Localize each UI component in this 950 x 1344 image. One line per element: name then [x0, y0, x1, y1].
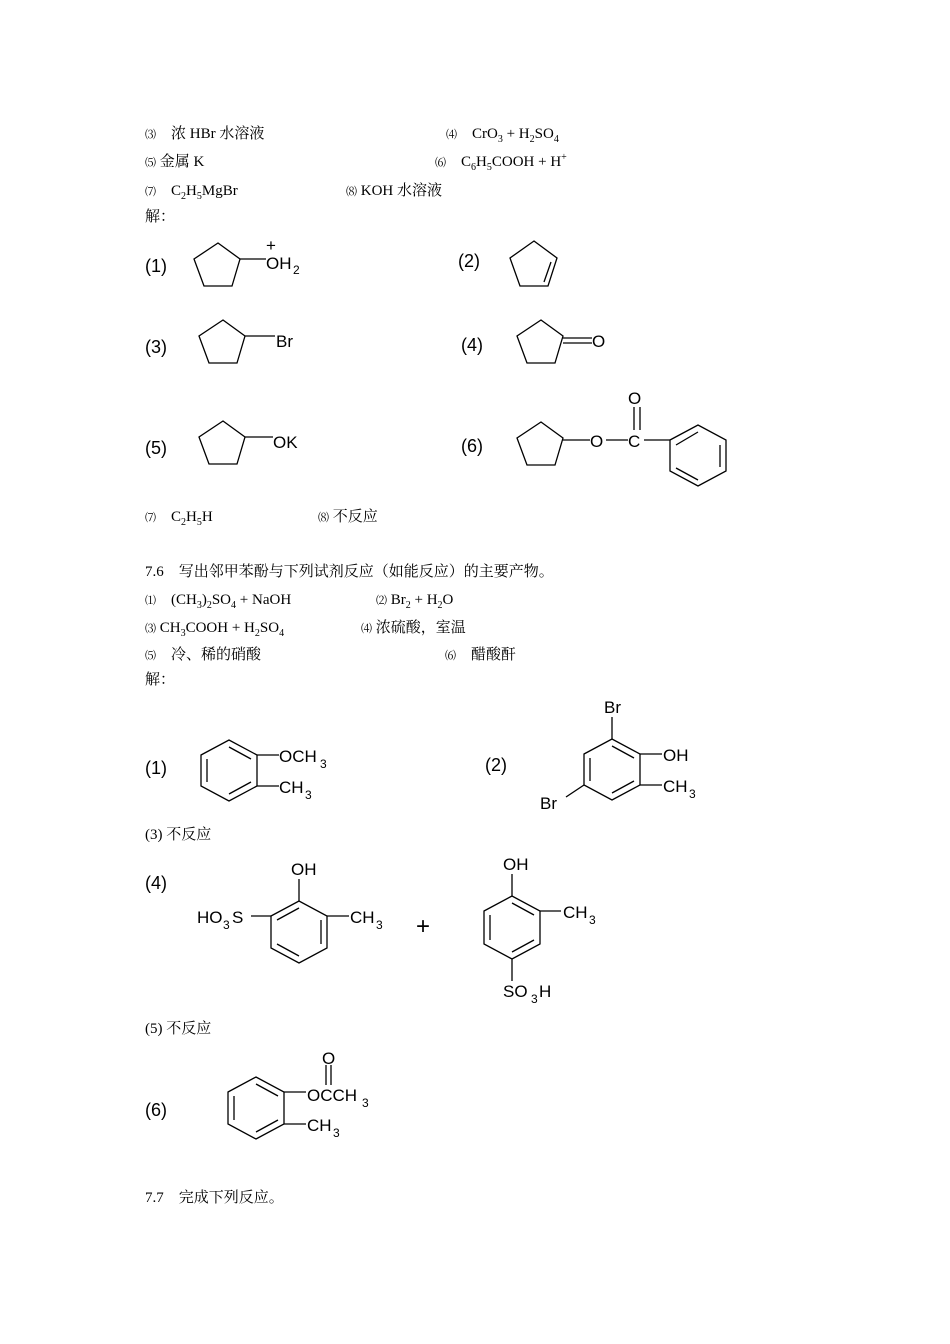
group-ch3: CH: [307, 1116, 332, 1135]
svg-text:3: 3: [223, 918, 230, 932]
structure-cyclopentanone: [508, 312, 618, 377]
group-och3: OCH: [279, 747, 317, 766]
structure-cyclopentyl-oxonium: [185, 235, 325, 300]
atom-ok: OK: [273, 433, 298, 452]
atom-carbonyl-o: O: [322, 1049, 336, 1068]
answer-7-6-label-6: (6): [145, 1100, 167, 1120]
group-so3h: HO: [197, 908, 223, 927]
reagent-7-6-2: ⑵ $Br_2 + H_2O$: [376, 592, 454, 611]
answer-7-6-3: (3) 不反应: [145, 827, 212, 843]
group-ch3: CH: [279, 778, 304, 797]
structure-2-methylanisole: [195, 730, 345, 810]
structure-o-cresyl-acetate: [222, 1045, 392, 1150]
reagent-7: ⑺ $C_2H_5MgBr$: [145, 183, 238, 202]
structure-potassium-cyclopentoxide: [190, 413, 310, 478]
structure-cyclopentyl-benzoate: [508, 385, 738, 495]
structure-dibromo-methylphenol: [538, 697, 708, 817]
group-ch3: CH: [350, 908, 375, 927]
structure-ortho-sulfonic-acid: [195, 850, 395, 970]
reagent-7-6-3: ⑶ $CH_3COOH + H_2SO_4$: [145, 620, 285, 639]
answer-label-1: (1): [145, 256, 167, 276]
plus-charge: +: [266, 236, 276, 255]
answer-7-6-label-1: (1): [145, 758, 167, 778]
answer-7-6-5: (5) 不反应: [145, 1021, 212, 1037]
group-so3h: SO: [503, 982, 528, 1001]
answer-7: ⑺ $C_2H_5H$: [145, 509, 213, 528]
reagent-6: ⑹ $C_6H_5COOH + H^+$: [435, 152, 567, 173]
group-oh: OH: [503, 855, 529, 874]
answer-label-5: (5): [145, 438, 167, 458]
reagent-7-6-6: ⑹ 醋酸酐: [445, 647, 517, 663]
svg-text:S: S: [232, 908, 244, 927]
svg-text:3: 3: [305, 788, 312, 802]
atom-br-top: Br: [604, 698, 621, 717]
answer-8: ⑻ 不反应: [318, 509, 378, 525]
group-ester: OCCH: [307, 1086, 358, 1105]
reagent-7-6-4: ⑷ 浓硫酸，室温: [361, 620, 466, 636]
atom-carbonyl-c: C: [628, 432, 641, 451]
reagent-7-6-5: ⑸ 冷、稀的硝酸: [145, 647, 262, 663]
answer-label-2: (2): [458, 251, 480, 271]
question-7-6-title: 7.6 写出邻甲苯酚与下列试剂反应（如能反应）的主要产物。: [145, 564, 554, 580]
answer-7-6-label-4: (4): [145, 873, 167, 893]
svg-text:3: 3: [362, 1096, 369, 1110]
reagent-4: ⑷ $CrO_3 + H_2SO_4$: [446, 126, 559, 145]
svg-text:H: H: [539, 982, 552, 1001]
group-oh: OH: [663, 746, 689, 765]
svg-text:3: 3: [689, 787, 696, 801]
answer-label-3: (3): [145, 337, 167, 357]
answer-7-6-label-2: (2): [485, 755, 507, 775]
svg-text:3: 3: [589, 913, 596, 927]
reagent-7-6-1: ⑴ $(CH_3)_2SO_4$ + NaOH: [145, 592, 292, 611]
group-ch3: CH: [563, 903, 588, 922]
atom-br-left: Br: [540, 794, 557, 813]
atom-ester-o: O: [590, 432, 604, 451]
reagent-3: ⑶ 浓 HBr 水溶液: [145, 126, 265, 142]
svg-text:3: 3: [320, 757, 327, 771]
answer-label-4: (4): [461, 335, 483, 355]
svg-text:3: 3: [531, 992, 538, 1006]
atom-oh: OH: [266, 254, 292, 273]
question-7-7-title: 7.7 完成下列反应。: [145, 1190, 284, 1206]
atom-o: O: [592, 332, 606, 351]
group-ch3: CH: [663, 777, 688, 796]
answer-label-7-6: 解：: [145, 672, 176, 688]
group-oh: OH: [291, 860, 317, 879]
reagent-8: ⑻ KOH 水溶液: [346, 183, 442, 199]
structure-para-sulfonic-acid: [475, 850, 625, 1010]
answer-label: 解：: [145, 209, 176, 225]
answer-label-6: (6): [461, 436, 483, 456]
structure-bromocyclopentane: [190, 312, 310, 377]
svg-text:2: 2: [293, 263, 300, 277]
reagent-5: ⑸ 金属 K: [145, 154, 205, 170]
svg-text:3: 3: [376, 918, 383, 932]
structure-cyclopentene: [500, 232, 575, 297]
atom-carbonyl-o: O: [628, 389, 642, 408]
plus-sign: +: [416, 913, 431, 940]
atom-br: Br: [276, 332, 293, 351]
svg-text:3: 3: [333, 1126, 340, 1140]
